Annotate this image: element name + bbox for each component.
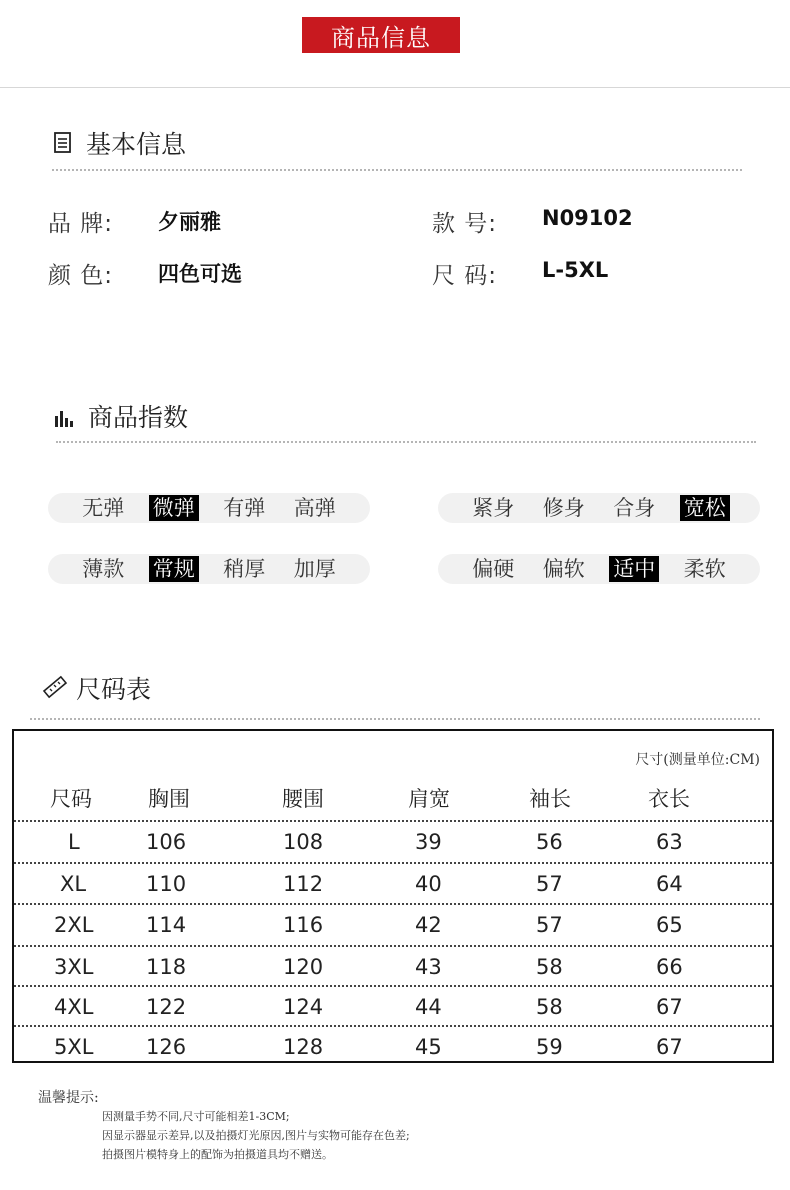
- dotted-divider: [30, 718, 760, 720]
- table-cell: 64: [656, 872, 683, 896]
- table-cell: 44: [415, 995, 442, 1019]
- table-row: [14, 985, 772, 1028]
- model-label: 款 号:: [432, 211, 498, 237]
- table-cell: 108: [283, 830, 324, 854]
- thickness-scale: [48, 554, 370, 584]
- table-cell: L: [68, 830, 80, 854]
- index-option: 合身: [613, 496, 656, 520]
- table-cell: 39: [415, 830, 442, 854]
- table-cell: 5XL: [54, 1035, 94, 1059]
- table-cell: 65: [656, 913, 683, 937]
- index-option: 薄款: [82, 557, 125, 581]
- table-cell: XL: [60, 872, 87, 896]
- table-cell: 40: [415, 872, 442, 896]
- table-cell: 116: [283, 913, 324, 937]
- size-chart-title: 尺码表: [76, 675, 152, 704]
- table-cell: 43: [415, 955, 442, 979]
- dotted-divider: [56, 441, 756, 443]
- color-label: 颜 色:: [48, 263, 114, 289]
- index-option-selected: 微弹: [149, 495, 199, 521]
- index-option: 修身: [542, 496, 585, 520]
- tip-line: 因显示器显示差异,以及拍摄灯光原因,图片与实物可能存在色差;: [102, 1129, 410, 1142]
- model-value: N09102: [542, 206, 633, 230]
- table-cell: 66: [656, 955, 683, 979]
- table-header: 袖长: [529, 787, 571, 811]
- product-index-title: 商品指数: [88, 403, 189, 432]
- table-cell: 122: [146, 995, 187, 1019]
- table-cell: 58: [536, 995, 563, 1019]
- brand-value: 夕丽雅: [158, 210, 221, 234]
- tips-title: 温馨提示:: [38, 1090, 99, 1106]
- table-cell: 126: [146, 1035, 187, 1059]
- table-cell: 112: [283, 872, 324, 896]
- table-cell: 56: [536, 830, 563, 854]
- table-cell: 4XL: [54, 995, 94, 1019]
- table-row: [14, 945, 772, 988]
- index-option-selected: 常规: [149, 556, 199, 582]
- table-cell: 57: [536, 913, 563, 937]
- header-banner: 商品信息: [302, 17, 460, 53]
- index-option-selected: 宽松: [680, 495, 730, 521]
- color-value: 四色可选: [158, 262, 242, 286]
- dotted-divider: [52, 169, 742, 171]
- index-option: 偏软: [542, 557, 585, 581]
- ruler-icon: [42, 674, 68, 700]
- table-header: 尺码: [50, 787, 92, 811]
- basic-info-title: 基本信息: [86, 130, 187, 159]
- table-cell: 2XL: [54, 913, 94, 937]
- divider: [0, 87, 790, 88]
- index-option-selected: 适中: [609, 556, 659, 582]
- index-option: 偏硬: [472, 557, 515, 581]
- table-cell: 128: [283, 1035, 324, 1059]
- table-cell: 57: [536, 872, 563, 896]
- table-header: 肩宽: [408, 787, 450, 811]
- bar-chart-icon: [54, 408, 76, 428]
- table-cell: 63: [656, 830, 683, 854]
- size-label: 尺 码:: [432, 263, 498, 289]
- table-row: [14, 1025, 772, 1063]
- table-cell: 59: [536, 1035, 563, 1059]
- table-row: [14, 903, 772, 946]
- document-icon: [52, 131, 74, 155]
- table-cell: 124: [283, 995, 324, 1019]
- table-cell: 67: [656, 995, 683, 1019]
- table-cell: 67: [656, 1035, 683, 1059]
- table-header: 胸围: [148, 787, 190, 811]
- index-option: 加厚: [293, 557, 336, 581]
- brand-label: 品 牌:: [48, 211, 114, 237]
- table-row: [14, 820, 772, 863]
- table-cell: 114: [146, 913, 187, 937]
- size-table: [12, 729, 774, 1063]
- index-option: 柔软: [683, 557, 726, 581]
- table-cell: 45: [415, 1035, 442, 1059]
- index-option: 稍厚: [223, 557, 266, 581]
- table-cell: 106: [146, 830, 187, 854]
- table-cell: 110: [146, 872, 187, 896]
- unit-note: 尺寸(测量单位:CM): [635, 752, 760, 768]
- index-option: 紧身: [472, 496, 515, 520]
- table-header: 腰围: [282, 787, 324, 811]
- table-row: [14, 862, 772, 905]
- table-cell: 58: [536, 955, 563, 979]
- table-cell: 42: [415, 913, 442, 937]
- tip-line: 因测量手势不同,尺寸可能相差1-3CM;: [102, 1110, 290, 1123]
- tip-line: 拍摄图片模特身上的配饰为拍摄道具均不赠送。: [102, 1148, 333, 1161]
- index-option: 高弹: [293, 496, 336, 520]
- fit-scale: [438, 493, 760, 523]
- index-option: 有弹: [223, 496, 266, 520]
- table-cell: 3XL: [54, 955, 94, 979]
- table-header: 衣长: [648, 787, 690, 811]
- table-cell: 120: [283, 955, 324, 979]
- size-value: L-5XL: [542, 258, 609, 282]
- index-option: 无弹: [82, 496, 125, 520]
- table-cell: 118: [146, 955, 187, 979]
- elasticity-scale: [48, 493, 370, 523]
- softness-scale: [438, 554, 760, 584]
